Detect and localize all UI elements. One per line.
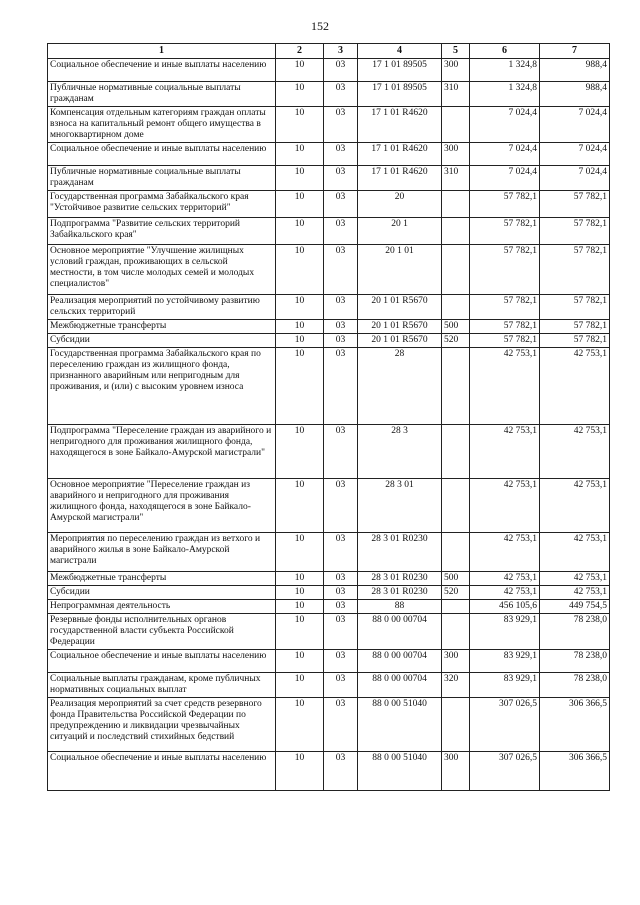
target-code-cell: 28 3 01 R0230 (358, 533, 442, 572)
target-code-cell: 20 1 01 R5670 (358, 320, 442, 334)
amount-fact-cell: 57 782,1 (540, 245, 610, 295)
target-code-cell: 20 1 01 R5670 (358, 295, 442, 320)
row-name-cell: Резервные фонды исполнительных органов государственной власти субъекта Российской Федерации (48, 614, 276, 650)
table-row (48, 673, 610, 698)
column-header: 4 (358, 44, 442, 59)
amount-fact-cell: 449 754,5 (540, 600, 610, 614)
amount-plan-cell: 57 782,1 (470, 334, 540, 348)
table-row (48, 143, 610, 166)
amount-fact-cell: 42 753,1 (540, 572, 610, 586)
section-cell: 10 (276, 166, 324, 191)
subsection-cell: 03 (324, 166, 358, 191)
table-row (48, 600, 610, 614)
target-code-cell: 88 0 00 51040 (358, 752, 442, 791)
amount-plan-cell: 57 782,1 (470, 295, 540, 320)
subsection-cell: 03 (324, 425, 358, 479)
expense-type-cell (442, 348, 470, 425)
amount-fact-cell: 7 024,4 (540, 107, 610, 143)
table-row (48, 479, 610, 533)
amount-plan-cell: 1 324,8 (470, 82, 540, 107)
table-header-row (48, 44, 610, 59)
expense-type-cell (442, 600, 470, 614)
section-cell: 10 (276, 425, 324, 479)
amount-fact-cell: 42 753,1 (540, 479, 610, 533)
amount-plan-cell: 307 026,5 (470, 752, 540, 791)
row-name-cell: Государственная программа Забайкальского края "Устойчивое развитие сельских территорий" (48, 191, 276, 218)
table-row (48, 348, 610, 425)
section-cell: 10 (276, 533, 324, 572)
subsection-cell: 03 (324, 673, 358, 698)
amount-fact-cell: 7 024,4 (540, 143, 610, 166)
row-name-cell: Непрограммная деятельность (48, 600, 276, 614)
amount-fact-cell: 57 782,1 (540, 334, 610, 348)
section-cell: 10 (276, 614, 324, 650)
page-number: 152 (311, 19, 329, 33)
table-row (48, 586, 610, 600)
table-row (48, 245, 610, 295)
amount-plan-cell: 42 753,1 (470, 533, 540, 572)
column-header: 7 (540, 44, 610, 59)
section-cell: 10 (276, 143, 324, 166)
subsection-cell: 03 (324, 614, 358, 650)
expense-type-cell (442, 245, 470, 295)
row-name-cell: Субсидии (48, 334, 276, 348)
expense-type-cell: 300 (442, 59, 470, 82)
subsection-cell: 03 (324, 107, 358, 143)
column-header: 5 (442, 44, 470, 59)
subsection-cell: 03 (324, 586, 358, 600)
table-row (48, 59, 610, 82)
subsection-cell: 03 (324, 191, 358, 218)
section-cell: 10 (276, 600, 324, 614)
expense-type-cell (442, 479, 470, 533)
table-row (48, 614, 610, 650)
target-code-cell: 20 (358, 191, 442, 218)
section-cell: 10 (276, 107, 324, 143)
expense-type-cell: 300 (442, 143, 470, 166)
expense-type-cell: 310 (442, 166, 470, 191)
expense-type-cell: 300 (442, 650, 470, 673)
target-code-cell: 88 (358, 600, 442, 614)
subsection-cell: 03 (324, 320, 358, 334)
target-code-cell: 28 (358, 348, 442, 425)
expense-type-cell (442, 191, 470, 218)
row-name-cell: Социальные выплаты гражданам, кроме публичных нормативных социальных выплат (48, 673, 276, 698)
amount-plan-cell: 42 753,1 (470, 479, 540, 533)
subsection-cell: 03 (324, 82, 358, 107)
target-code-cell: 20 1 (358, 218, 442, 245)
section-cell: 10 (276, 334, 324, 348)
row-name-cell: Межбюджетные трансферты (48, 320, 276, 334)
amount-plan-cell: 57 782,1 (470, 191, 540, 218)
section-cell: 10 (276, 191, 324, 218)
target-code-cell: 20 1 01 R5670 (358, 334, 442, 348)
expense-type-cell: 520 (442, 586, 470, 600)
table-row (48, 572, 610, 586)
amount-fact-cell: 78 238,0 (540, 650, 610, 673)
expense-type-cell: 320 (442, 673, 470, 698)
subsection-cell: 03 (324, 143, 358, 166)
amount-plan-cell: 57 782,1 (470, 320, 540, 334)
subsection-cell: 03 (324, 348, 358, 425)
amount-fact-cell: 988,4 (540, 59, 610, 82)
subsection-cell: 03 (324, 334, 358, 348)
target-code-cell: 17 1 01 R4620 (358, 166, 442, 191)
amount-plan-cell: 456 105,6 (470, 600, 540, 614)
section-cell: 10 (276, 479, 324, 533)
section-cell: 10 (276, 295, 324, 320)
amount-fact-cell: 57 782,1 (540, 295, 610, 320)
row-name-cell: Социальное обеспечение и иные выплаты населению (48, 752, 276, 791)
table-body (48, 59, 610, 791)
row-name-cell: Государственная программа Забайкальского края по переселению граждан из жилищного фонда, признанного аварийным или непригодным для проживания, и (или) с высоким уровнем износа (48, 348, 276, 425)
expense-type-cell (442, 425, 470, 479)
row-name-cell: Подпрограмма "Развитие сельских территорий Забайкальского края" (48, 218, 276, 245)
target-code-cell: 88 0 00 00704 (358, 673, 442, 698)
amount-plan-cell: 42 753,1 (470, 425, 540, 479)
row-name-cell: Публичные нормативные социальные выплаты гражданам (48, 166, 276, 191)
amount-fact-cell: 42 753,1 (540, 425, 610, 479)
amount-plan-cell: 42 753,1 (470, 348, 540, 425)
expense-type-cell (442, 698, 470, 752)
amount-fact-cell: 306 366,5 (540, 752, 610, 791)
row-name-cell: Подпрограмма "Переселение граждан из аварийного и непригодного для проживания жилищного фонда, находящегося в зоне Байкало-Амурской магистрали" (48, 425, 276, 479)
target-code-cell: 28 3 01 R0230 (358, 572, 442, 586)
section-cell: 10 (276, 348, 324, 425)
target-code-cell: 17 1 01 R4620 (358, 107, 442, 143)
amount-plan-cell: 7 024,4 (470, 107, 540, 143)
table-row (48, 320, 610, 334)
amount-fact-cell: 42 753,1 (540, 533, 610, 572)
table-row (48, 82, 610, 107)
column-header: 2 (276, 44, 324, 59)
expense-type-cell (442, 533, 470, 572)
amount-fact-cell: 57 782,1 (540, 191, 610, 218)
subsection-cell: 03 (324, 218, 358, 245)
amount-fact-cell: 42 753,1 (540, 348, 610, 425)
amount-plan-cell: 307 026,5 (470, 698, 540, 752)
amount-fact-cell: 57 782,1 (540, 320, 610, 334)
subsection-cell: 03 (324, 698, 358, 752)
expense-type-cell: 500 (442, 572, 470, 586)
target-code-cell: 88 0 00 00704 (358, 650, 442, 673)
section-cell: 10 (276, 82, 324, 107)
amount-fact-cell: 57 782,1 (540, 218, 610, 245)
target-code-cell: 88 0 00 51040 (358, 698, 442, 752)
table-row (48, 334, 610, 348)
subsection-cell: 03 (324, 295, 358, 320)
expense-type-cell: 300 (442, 752, 470, 791)
table-row (48, 107, 610, 143)
table-row (48, 752, 610, 791)
amount-fact-cell: 78 238,0 (540, 673, 610, 698)
section-cell: 10 (276, 698, 324, 752)
expense-type-cell (442, 614, 470, 650)
column-header: 6 (470, 44, 540, 59)
row-name-cell: Мероприятия по переселению граждан из ветхого и аварийного жилья в зоне Байкало-Амурской магистрали (48, 533, 276, 572)
subsection-cell: 03 (324, 245, 358, 295)
table-row (48, 425, 610, 479)
section-cell: 10 (276, 59, 324, 82)
column-header: 1 (48, 44, 276, 59)
subsection-cell: 03 (324, 533, 358, 572)
section-cell: 10 (276, 673, 324, 698)
expense-type-cell (442, 295, 470, 320)
row-name-cell: Межбюджетные трансферты (48, 572, 276, 586)
amount-fact-cell: 7 024,4 (540, 166, 610, 191)
amount-fact-cell: 306 366,5 (540, 698, 610, 752)
amount-fact-cell: 78 238,0 (540, 614, 610, 650)
row-name-cell: Публичные нормативные социальные выплаты гражданам (48, 82, 276, 107)
amount-plan-cell: 83 929,1 (470, 614, 540, 650)
target-code-cell: 17 1 01 R4620 (358, 143, 442, 166)
section-cell: 10 (276, 320, 324, 334)
section-cell: 10 (276, 218, 324, 245)
table-row (48, 191, 610, 218)
amount-plan-cell: 42 753,1 (470, 572, 540, 586)
expense-type-cell: 520 (442, 334, 470, 348)
amount-plan-cell: 57 782,1 (470, 218, 540, 245)
expense-type-cell (442, 107, 470, 143)
section-cell: 10 (276, 752, 324, 791)
table-row (48, 698, 610, 752)
section-cell: 10 (276, 245, 324, 295)
subsection-cell: 03 (324, 650, 358, 673)
target-code-cell: 17 1 01 89505 (358, 59, 442, 82)
amount-plan-cell: 7 024,4 (470, 143, 540, 166)
target-code-cell: 88 0 00 00704 (358, 614, 442, 650)
target-code-cell: 17 1 01 89505 (358, 82, 442, 107)
subsection-cell: 03 (324, 572, 358, 586)
target-code-cell: 28 3 01 (358, 479, 442, 533)
expense-type-cell: 310 (442, 82, 470, 107)
table-row (48, 218, 610, 245)
target-code-cell: 28 3 01 R0230 (358, 586, 442, 600)
table-row (48, 533, 610, 572)
target-code-cell: 28 3 (358, 425, 442, 479)
amount-plan-cell: 83 929,1 (470, 650, 540, 673)
subsection-cell: 03 (324, 59, 358, 82)
amount-plan-cell: 1 324,8 (470, 59, 540, 82)
row-name-cell: Основное мероприятие "Переселение граждан из аварийного и непригодного для проживания жилищного фонда, находящегося в зоне Байкало-Амурской магистрали" (48, 479, 276, 533)
section-cell: 10 (276, 572, 324, 586)
section-cell: 10 (276, 650, 324, 673)
table-row (48, 650, 610, 673)
amount-fact-cell: 988,4 (540, 82, 610, 107)
table-row (48, 295, 610, 320)
amount-plan-cell: 57 782,1 (470, 245, 540, 295)
subsection-cell: 03 (324, 600, 358, 614)
amount-fact-cell: 42 753,1 (540, 586, 610, 600)
row-name-cell: Социальное обеспечение и иные выплаты населению (48, 59, 276, 82)
section-cell: 10 (276, 586, 324, 600)
row-name-cell: Компенсация отдельным категориям граждан оплаты взноса на капитальный ремонт общего имущества в многоквартирном доме (48, 107, 276, 143)
target-code-cell: 20 1 01 (358, 245, 442, 295)
row-name-cell: Субсидии (48, 586, 276, 600)
row-name-cell: Социальное обеспечение и иные выплаты населению (48, 143, 276, 166)
amount-plan-cell: 83 929,1 (470, 673, 540, 698)
budget-table (47, 43, 610, 791)
table-row (48, 166, 610, 191)
column-header: 3 (324, 44, 358, 59)
subsection-cell: 03 (324, 752, 358, 791)
row-name-cell: Социальное обеспечение и иные выплаты населению (48, 650, 276, 673)
row-name-cell: Реализация мероприятий по устойчивому развитию сельских территорий (48, 295, 276, 320)
amount-plan-cell: 42 753,1 (470, 586, 540, 600)
subsection-cell: 03 (324, 479, 358, 533)
expense-type-cell (442, 218, 470, 245)
expense-type-cell: 500 (442, 320, 470, 334)
amount-plan-cell: 7 024,4 (470, 166, 540, 191)
row-name-cell: Реализация мероприятий за счет средств резервного фонда Правительства Российской Федерации по предупреждению и ликвидации чрезвычайных ситуаций и последствий стихийных бедствий (48, 698, 276, 752)
row-name-cell: Основное мероприятие "Улучшение жилищных условий граждан, проживающих в сельской местности, в том числе молодых семей и молодых специалистов" (48, 245, 276, 295)
